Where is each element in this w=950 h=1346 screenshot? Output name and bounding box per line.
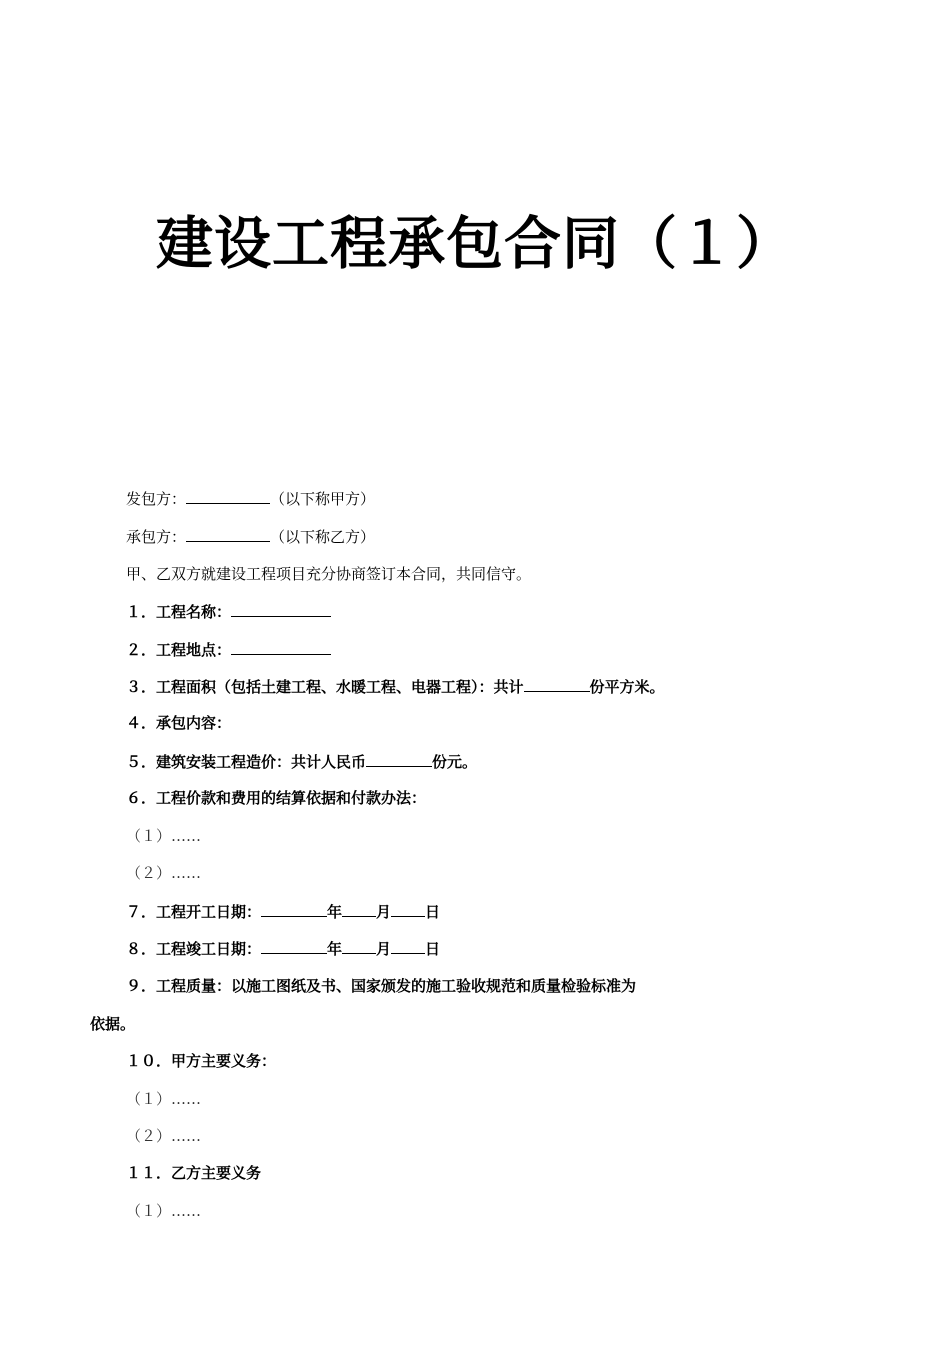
item-10-line: １０．甲方主要义务： (126, 1052, 277, 1070)
party-b-note: （以下称乙方） (270, 528, 376, 546)
item-8-year-blank (261, 938, 327, 954)
item-5-line (126, 751, 477, 772)
item-7-year: 年 (327, 903, 343, 921)
item-3-blank (524, 676, 590, 692)
item-5-blank (366, 751, 432, 767)
item-8-day: 日 (425, 940, 441, 958)
item-5-unit: 份元。 (432, 753, 478, 771)
item-1-line (126, 601, 331, 622)
item-4-line: ４．承包内容： (126, 714, 232, 732)
item-7-month-blank (342, 901, 376, 917)
party-b-label: 承包方： (126, 528, 187, 546)
item-10-sub-2: （２）…… (126, 1127, 202, 1145)
document-title: 建设工程承包合同（１） (156, 211, 794, 277)
item-6-sub-2: （２）…… (126, 864, 202, 882)
item-1-label: １．工程名称： (126, 603, 232, 621)
item-9-line: ９．工程质量：以施工图纸及书、国家颁发的施工验收规范和质量检验标准为 (126, 977, 637, 995)
party-a-label: 发包方： (126, 490, 187, 508)
item-8-line (126, 938, 440, 959)
party-b-line (126, 526, 375, 547)
item-7-year-blank (261, 901, 327, 917)
item-9-continuation: 依据。 (90, 1015, 136, 1033)
item-8-month-blank (342, 938, 376, 954)
item-2-blank (231, 639, 331, 655)
item-3-label: ３．工程面积（包括土建工程、水暖工程、电器工程）：共计 (126, 678, 524, 696)
item-7-label: ７．工程开工日期： (126, 903, 262, 921)
item-8-month: 月 (376, 940, 392, 958)
item-3-unit: 份平方米。 (589, 678, 665, 696)
item-10-sub-1: （１）…… (126, 1090, 202, 1108)
item-8-year: 年 (327, 940, 343, 958)
item-1-blank (231, 601, 331, 617)
item-5-label: ５．建筑安装工程造价：共计人民币 (126, 753, 367, 771)
item-11-sub-1: （１）…… (126, 1202, 202, 1220)
item-2-line (126, 639, 331, 660)
item-3-line (126, 676, 665, 697)
item-2-label: ２．工程地点： (126, 641, 232, 659)
party-a-line (126, 488, 375, 509)
party-a-note: （以下称甲方） (270, 490, 376, 508)
item-8-label: ８．工程竣工日期： (126, 940, 262, 958)
item-6-sub-1: （１）…… (126, 827, 202, 845)
item-7-month: 月 (376, 903, 392, 921)
item-7-line (126, 901, 440, 922)
item-8-day-blank (391, 938, 425, 954)
item-7-day: 日 (425, 903, 441, 921)
item-7-day-blank (391, 901, 425, 917)
party-a-blank (186, 488, 270, 504)
item-11-line: １１．乙方主要义务 (126, 1164, 262, 1182)
party-b-blank (186, 526, 270, 542)
intro-paragraph: 甲、乙双方就建设工程项目充分协商签订本合同，共同信守。 (126, 565, 532, 583)
item-6-line: ６．工程价款和费用的结算依据和付款办法： (126, 789, 427, 807)
